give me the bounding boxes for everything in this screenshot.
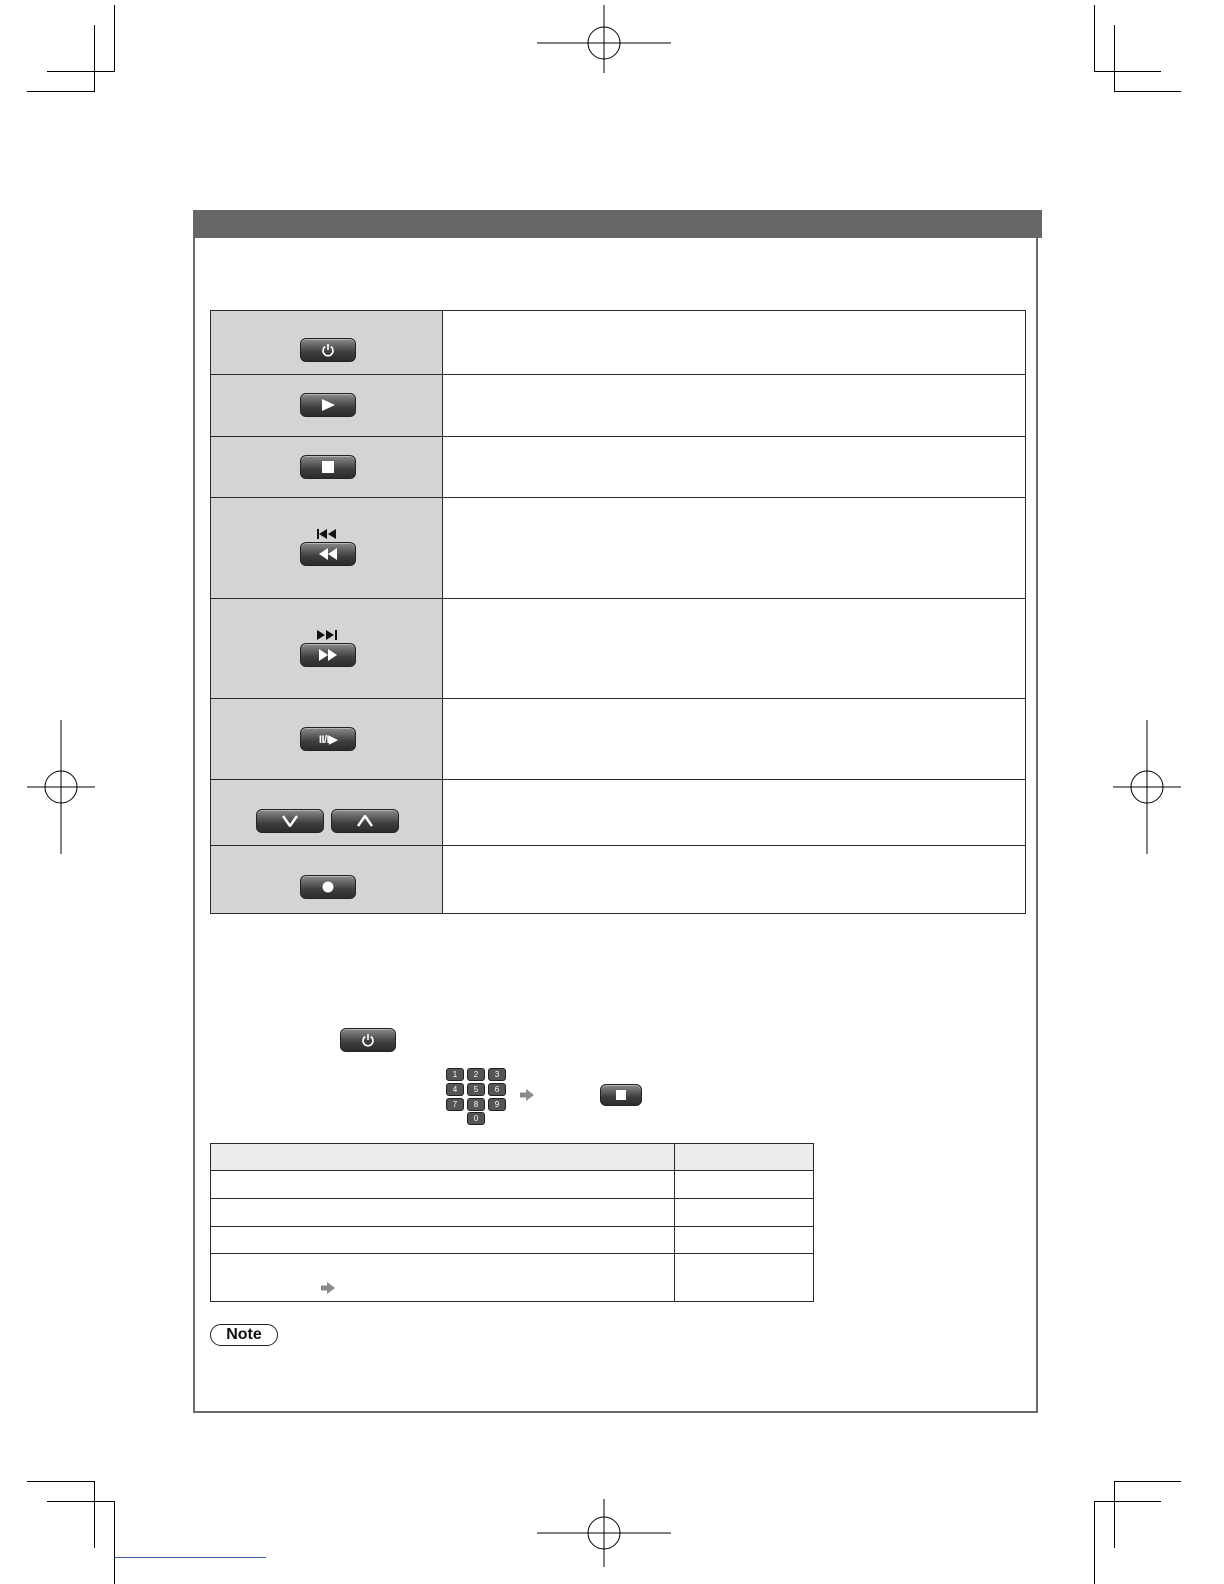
rewind-button[interactable]	[300, 542, 356, 566]
key-cell	[211, 599, 443, 699]
description-cell	[443, 498, 1026, 599]
table-cell	[675, 1171, 814, 1199]
table-header-row	[211, 1144, 814, 1171]
channel-up-button[interactable]	[331, 809, 399, 833]
play-button[interactable]	[300, 393, 356, 417]
fast-forward-button[interactable]	[300, 643, 356, 667]
crop-mark	[114, 1501, 115, 1584]
crop-mark	[47, 71, 114, 72]
header-cell	[211, 1144, 675, 1171]
crop-mark	[1094, 1501, 1095, 1584]
stop-icon	[616, 1090, 626, 1100]
crop-mark	[94, 1481, 95, 1548]
skip-forward-icon	[317, 630, 337, 640]
table-row	[211, 311, 1026, 375]
table-cell	[211, 1227, 675, 1254]
number-key[interactable]: 0	[467, 1112, 485, 1125]
description-cell	[443, 780, 1026, 846]
number-key[interactable]: 8	[467, 1098, 485, 1111]
numeric-keypad	[446, 1068, 508, 1126]
crop-mark	[94, 25, 95, 92]
key-cell	[211, 846, 443, 914]
table-row	[211, 498, 1026, 599]
crop-mark	[1094, 71, 1161, 72]
section-header-bar	[193, 210, 1042, 238]
record-icon	[322, 881, 334, 893]
table-cell	[675, 1254, 814, 1302]
crop-mark	[1114, 91, 1181, 92]
registration-mark-icon	[27, 720, 95, 854]
key-cell	[211, 699, 443, 780]
crop-mark	[1114, 1481, 1115, 1548]
power-button[interactable]	[340, 1028, 396, 1052]
crop-mark	[114, 5, 115, 72]
stop-icon	[322, 461, 334, 473]
pause-step-icon: II/I▶	[318, 733, 338, 746]
table-row	[211, 699, 1026, 780]
power-icon	[361, 1033, 375, 1047]
key-cell	[211, 437, 443, 498]
play-icon	[320, 398, 336, 412]
number-key[interactable]: 2	[467, 1068, 485, 1081]
number-key[interactable]: 4	[446, 1083, 464, 1096]
pause-step-button[interactable]	[300, 727, 356, 751]
arrow-right-icon	[520, 1089, 534, 1101]
chevron-down-icon	[282, 815, 298, 827]
crop-mark	[47, 1501, 114, 1502]
table-row	[211, 599, 1026, 699]
key-cell	[211, 311, 443, 375]
number-key[interactable]: 7	[446, 1098, 464, 1111]
key-cell	[211, 498, 443, 599]
record-button[interactable]	[300, 875, 356, 899]
arrow-right-icon	[321, 1282, 335, 1294]
number-key[interactable]: 3	[488, 1068, 506, 1081]
description-cell	[443, 599, 1026, 699]
crop-mark	[1094, 5, 1095, 72]
header-cell	[675, 1144, 814, 1171]
number-key[interactable]: 9	[488, 1098, 506, 1111]
power-button[interactable]	[300, 338, 356, 362]
description-cell	[443, 375, 1026, 437]
crop-mark	[1114, 25, 1115, 92]
table-row	[211, 1199, 814, 1227]
crop-mark	[27, 91, 94, 92]
table-cell	[211, 1171, 675, 1199]
note-badge: Note	[210, 1324, 278, 1346]
button-function-table	[210, 310, 1026, 914]
table-row	[211, 375, 1026, 437]
fast-forward-icon	[318, 649, 338, 661]
stop-button[interactable]	[600, 1084, 642, 1106]
skip-back-icon	[317, 529, 337, 539]
table-row	[211, 1171, 814, 1199]
key-cell	[211, 375, 443, 437]
table-row	[211, 780, 1026, 846]
channel-down-button[interactable]	[256, 809, 324, 833]
description-cell	[443, 699, 1026, 780]
crop-mark	[1094, 1501, 1161, 1502]
number-key[interactable]: 6	[488, 1083, 506, 1096]
table-cell	[675, 1199, 814, 1227]
description-cell	[443, 437, 1026, 498]
table-row	[211, 1227, 814, 1254]
table-row	[211, 437, 1026, 498]
description-cell	[443, 846, 1026, 914]
description-cell	[443, 311, 1026, 375]
registration-mark-icon	[1113, 720, 1181, 854]
rewind-icon	[318, 548, 338, 560]
number-key[interactable]: 5	[467, 1083, 485, 1096]
registration-mark-icon	[537, 5, 671, 73]
key-cell	[211, 780, 443, 846]
number-key[interactable]: 1	[446, 1068, 464, 1081]
table-cell	[211, 1254, 675, 1302]
table-row	[211, 1254, 814, 1302]
registration-mark-icon	[537, 1499, 671, 1567]
crop-mark	[27, 1481, 94, 1482]
chevron-up-icon	[357, 815, 373, 827]
power-icon	[321, 343, 335, 357]
table-cell	[675, 1227, 814, 1254]
footer-rule	[115, 1557, 266, 1558]
table-row	[211, 846, 1026, 914]
settings-table	[210, 1143, 814, 1302]
table-cell	[211, 1199, 675, 1227]
crop-mark	[1114, 1481, 1181, 1482]
stop-button[interactable]	[300, 455, 356, 479]
